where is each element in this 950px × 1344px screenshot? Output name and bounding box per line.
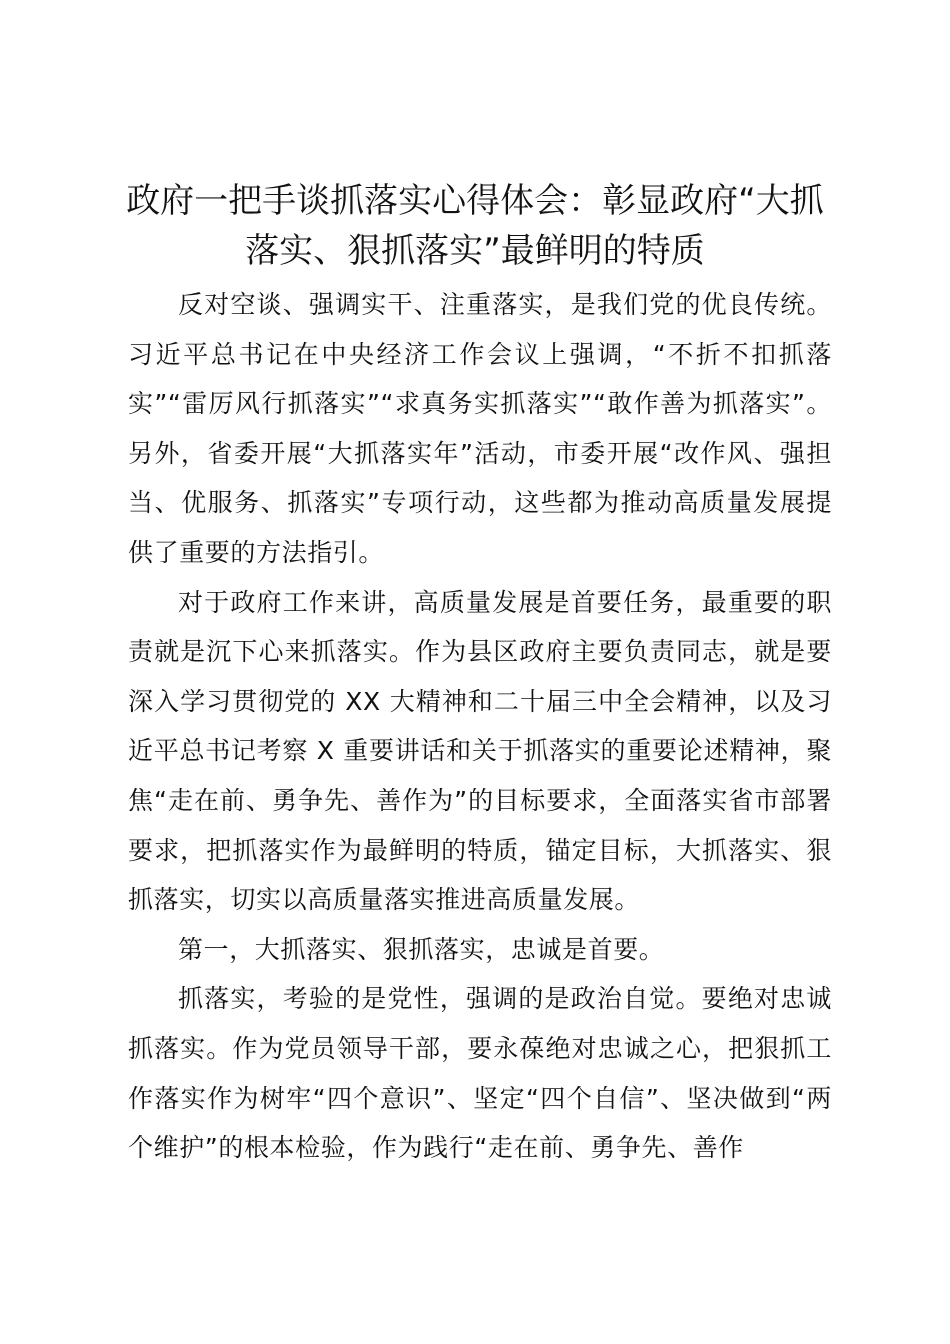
section-heading: 第一，大抓落实、狠抓落实，忠诚是首要。 — [178, 934, 665, 964]
document-body — [128, 280, 832, 1173]
paragraph: 抓落实，考验的是党性，强调的是政治自觉。要绝对忠诚抓落实。作为党员领导干部，要永葆绝对忠诚之心，把狠抓工作落实作为树牢“四个意识”、坚定“四个自信”、坚决做到“两个维护”的根本检验，作为践行“走在前、勇争先、善作 — [128, 984, 832, 1163]
paragraph: 对于政府工作来讲，高质量发展是首要任务，最重要的职责就是沉下心来抓落实。作为县区政府主要负责同志，就是要深入学习贯彻党的 XX 大精神和二十届三中全会精神，以及习近平总书记考察 X 重要讲话和关于抓落实的重要论述精神，聚焦“走在前、勇争先、善作为”的目标要求，全面落实省市部署要求，把抓落实作为最鲜明的特质，锚定目标，大抓落实、狠抓落实，切实以高质量落实推进高质量发展。 — [128, 587, 832, 915]
paragraph: 反对空谈、强调实干、注重落实，是我们党的优良传统。习近平总书记在中央经济工作会议上强调，“不折不扣抓落实”“雷厉风行抓落实”“求真务实抓落实”“敢作善为抓落实”。另外，省委开展“大抓落实年”活动，市委开展“改作风、强担当、优服务、抓落实”专项行动，这些都为推动高质量发展提供了重要的方法指引。 — [128, 290, 832, 567]
document-title: 政府一把手谈抓落实心得体会：彰显政府“大抓落实、狠抓落实”最鲜明的特质 — [126, 181, 824, 271]
